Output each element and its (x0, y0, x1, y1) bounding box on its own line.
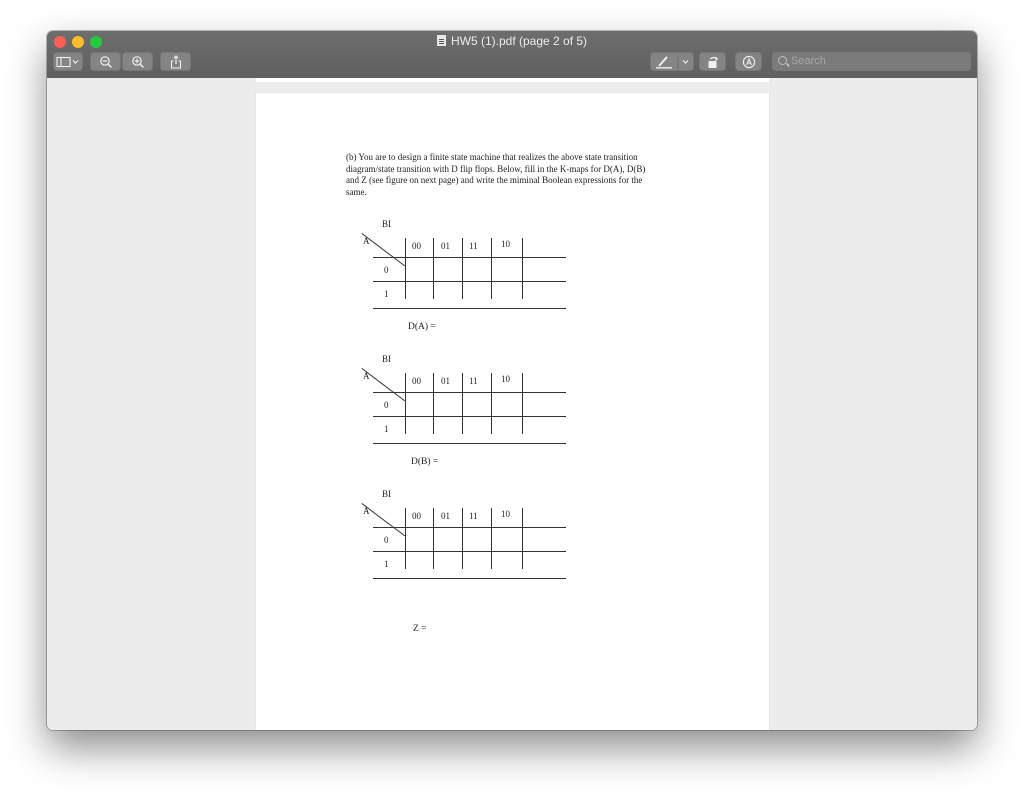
kmap-vertical-line (522, 508, 523, 569)
problem-text-line: and Z (see figure on next page) and write the miminal Boolean expressions for the (346, 175, 643, 185)
kmap-row-header: 1 (384, 559, 389, 569)
markup-toolbar-button[interactable] (735, 52, 762, 71)
kmap-cell[interactable] (406, 282, 432, 304)
kmap-cell[interactable] (463, 282, 489, 304)
kmap-column-header: 01 (441, 241, 450, 251)
kmap-column-header: 00 (412, 511, 421, 521)
kmap-horizontal-line (373, 308, 566, 309)
kmap-cell[interactable] (406, 417, 432, 439)
kmap-row-variable: A (363, 236, 370, 246)
kmap-cell[interactable] (406, 393, 432, 415)
kmap-vertical-line (522, 238, 523, 299)
document-view[interactable] (47, 78, 977, 730)
kmap-cell[interactable] (463, 552, 489, 574)
kmap-equation-label: D(B) = (411, 457, 439, 467)
kmap-cell[interactable] (492, 552, 518, 574)
window-title (47, 34, 977, 48)
problem-text-line: (b) You are to design a finite state machine that realizes the above state transition (346, 152, 638, 162)
kmap-column-variable: BI (382, 489, 391, 499)
markup-pen-button[interactable] (650, 52, 694, 71)
kmap-column-header: 11 (469, 241, 478, 251)
kmap-cell[interactable] (492, 528, 518, 550)
sidebar-toggle-button[interactable] (53, 52, 83, 71)
rotate-icon (706, 55, 720, 69)
search-icon (778, 56, 787, 65)
kmap-row-header: 0 (384, 400, 389, 410)
kmap-cell[interactable] (492, 282, 518, 304)
kmap-horizontal-line (373, 578, 566, 579)
kmap-row-variable: A (363, 371, 370, 381)
markup-icon (742, 55, 756, 69)
kmap-column-header: 00 (412, 241, 421, 251)
kmap-row-header: 0 (384, 265, 389, 275)
kmap-column-variable: BI (382, 354, 391, 364)
kmap-1 (256, 219, 769, 332)
search-field[interactable] (772, 52, 971, 71)
kmap-column-header: 01 (441, 376, 450, 386)
kmap-row-header: 0 (384, 535, 389, 545)
problem-text-line: same. (346, 186, 367, 197)
search-placeholder: Search (791, 55, 826, 67)
kmap-row-header: 1 (384, 289, 389, 299)
kmap-equation-label: D(A) = (408, 322, 436, 332)
kmap-column-header: 11 (469, 376, 478, 386)
problem-text-line: diagram/state transition with D flip flops. Below, fill in the K-maps for D(A), D(B) (346, 163, 646, 174)
kmap-column-header: 11 (469, 511, 478, 521)
sidebar-icon (56, 56, 80, 68)
kmap-cell[interactable] (406, 258, 432, 280)
kmap-cell[interactable] (463, 417, 489, 439)
kmap-cell[interactable] (434, 282, 460, 304)
kmap-cell[interactable] (434, 417, 460, 439)
kmap-cell[interactable] (406, 528, 432, 550)
kmap-row-variable: A (363, 506, 370, 516)
zoom-out-button[interactable] (90, 52, 121, 71)
problem-text (346, 152, 691, 198)
kmap-2 (256, 354, 769, 467)
window-title-text: HW5 (1).pdf (page 2 of 5) (450, 34, 588, 48)
pdf-page (256, 93, 769, 730)
kmap-column-header: 10 (501, 509, 510, 519)
kmap-column-header: 00 (412, 376, 421, 386)
kmap-horizontal-line (373, 443, 566, 444)
kmap-column-header: 01 (441, 511, 450, 521)
kmap-column-variable: BI (382, 219, 391, 229)
kmap-cell[interactable] (434, 552, 460, 574)
kmap-cell[interactable] (463, 393, 489, 415)
pdf-document-icon (437, 35, 446, 46)
kmap-cell[interactable] (434, 258, 460, 280)
kmap-cell[interactable] (434, 393, 460, 415)
kmap-column-header: 10 (501, 374, 510, 384)
kmap-cell[interactable] (434, 528, 460, 550)
share-button[interactable] (160, 52, 191, 71)
kmap-cell[interactable] (463, 528, 489, 550)
kmap-row-header: 1 (384, 424, 389, 434)
zoom-in-button[interactable] (122, 52, 153, 71)
kmap-cell[interactable] (492, 417, 518, 439)
preview-window (47, 31, 977, 730)
kmap-vertical-line (522, 373, 523, 434)
zoom-in-icon (131, 55, 145, 69)
kmap-cell[interactable] (492, 393, 518, 415)
kmap-3 (256, 489, 769, 634)
kmap-cell[interactable] (463, 258, 489, 280)
rotate-button[interactable] (699, 52, 726, 71)
pen-icon (653, 55, 691, 69)
kmap-column-header: 10 (501, 239, 510, 249)
kmap-equation-label: Z = (413, 624, 427, 634)
title-bar (47, 31, 977, 79)
kmap-cell[interactable] (406, 552, 432, 574)
share-icon (169, 55, 183, 69)
kmap-cell[interactable] (492, 258, 518, 280)
previous-page-edge (256, 78, 769, 82)
zoom-out-icon (99, 55, 113, 69)
